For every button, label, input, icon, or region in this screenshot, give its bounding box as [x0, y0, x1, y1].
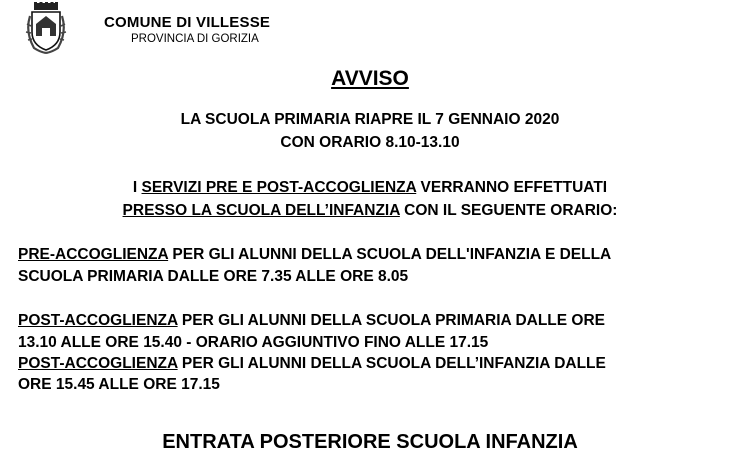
- post-infanzia-line-2: ORE 15.45 ALLE ORE 17.15: [18, 376, 220, 393]
- post-infanzia-line-1: [18, 355, 606, 373]
- pre-line-2: SCUOLA PRIMARIA DALLE ORE 7.35 ALLE ORE 8.05: [18, 268, 409, 285]
- pre-label: PRE-ACCOGLIENZA: [18, 246, 169, 263]
- services-line-1: [0, 179, 740, 197]
- intro-line-1: LA SCUOLA PRIMARIA RIAPRE IL 7 GENNAIO 2020: [180, 111, 560, 128]
- comune-name: COMUNE DI VILLESSE: [104, 14, 271, 31]
- services-suffix-2: CON IL SEGUENTE ORARIO:: [399, 202, 618, 219]
- pre-line-1-rest: PER GLI ALUNNI DELLA SCUOLA DELL'INFANZIA E DELLA: [168, 246, 612, 263]
- post-infanzia-label: POST-ACCOGLIENZA: [18, 355, 178, 372]
- post-infanzia-line-1-rest: PER GLI ALUNNI DELLA SCUOLA DELL’INFANZIA DALLE: [177, 355, 606, 372]
- pre-line-1: [18, 246, 611, 264]
- post-primaria-label: POST-ACCOGLIENZA: [18, 312, 178, 329]
- post-primaria-line-1: [18, 312, 605, 330]
- footer-heading: ENTRATA POSTERIORE SCUOLA INFANZIA: [162, 431, 578, 453]
- notice-title: AVVISO: [331, 67, 409, 90]
- intro-line-2: CON ORARIO 8.10-13.10: [280, 134, 460, 151]
- services-suffix-1: VERRANNO EFFETTUATI: [416, 179, 608, 196]
- municipal-crest-icon: [24, 2, 68, 54]
- services-prefix: I: [132, 179, 142, 196]
- services-underlined-2: PRESSO LA SCUOLA DELL’INFANZIA: [122, 202, 400, 219]
- provincia-name: PROVINCIA DI GORIZIA: [131, 33, 259, 45]
- services-underlined-1: SERVIZI PRE E POST-ACCOGLIENZA: [141, 179, 417, 196]
- post-primaria-line-1-rest: PER GLI ALUNNI DELLA SCUOLA PRIMARIA DALLE ORE: [177, 312, 606, 329]
- services-line-2: [0, 202, 740, 220]
- post-primaria-line-2: 13.10 ALLE ORE 15.40 - ORARIO AGGIUNTIVO FINO ALLE 17.15: [18, 334, 489, 351]
